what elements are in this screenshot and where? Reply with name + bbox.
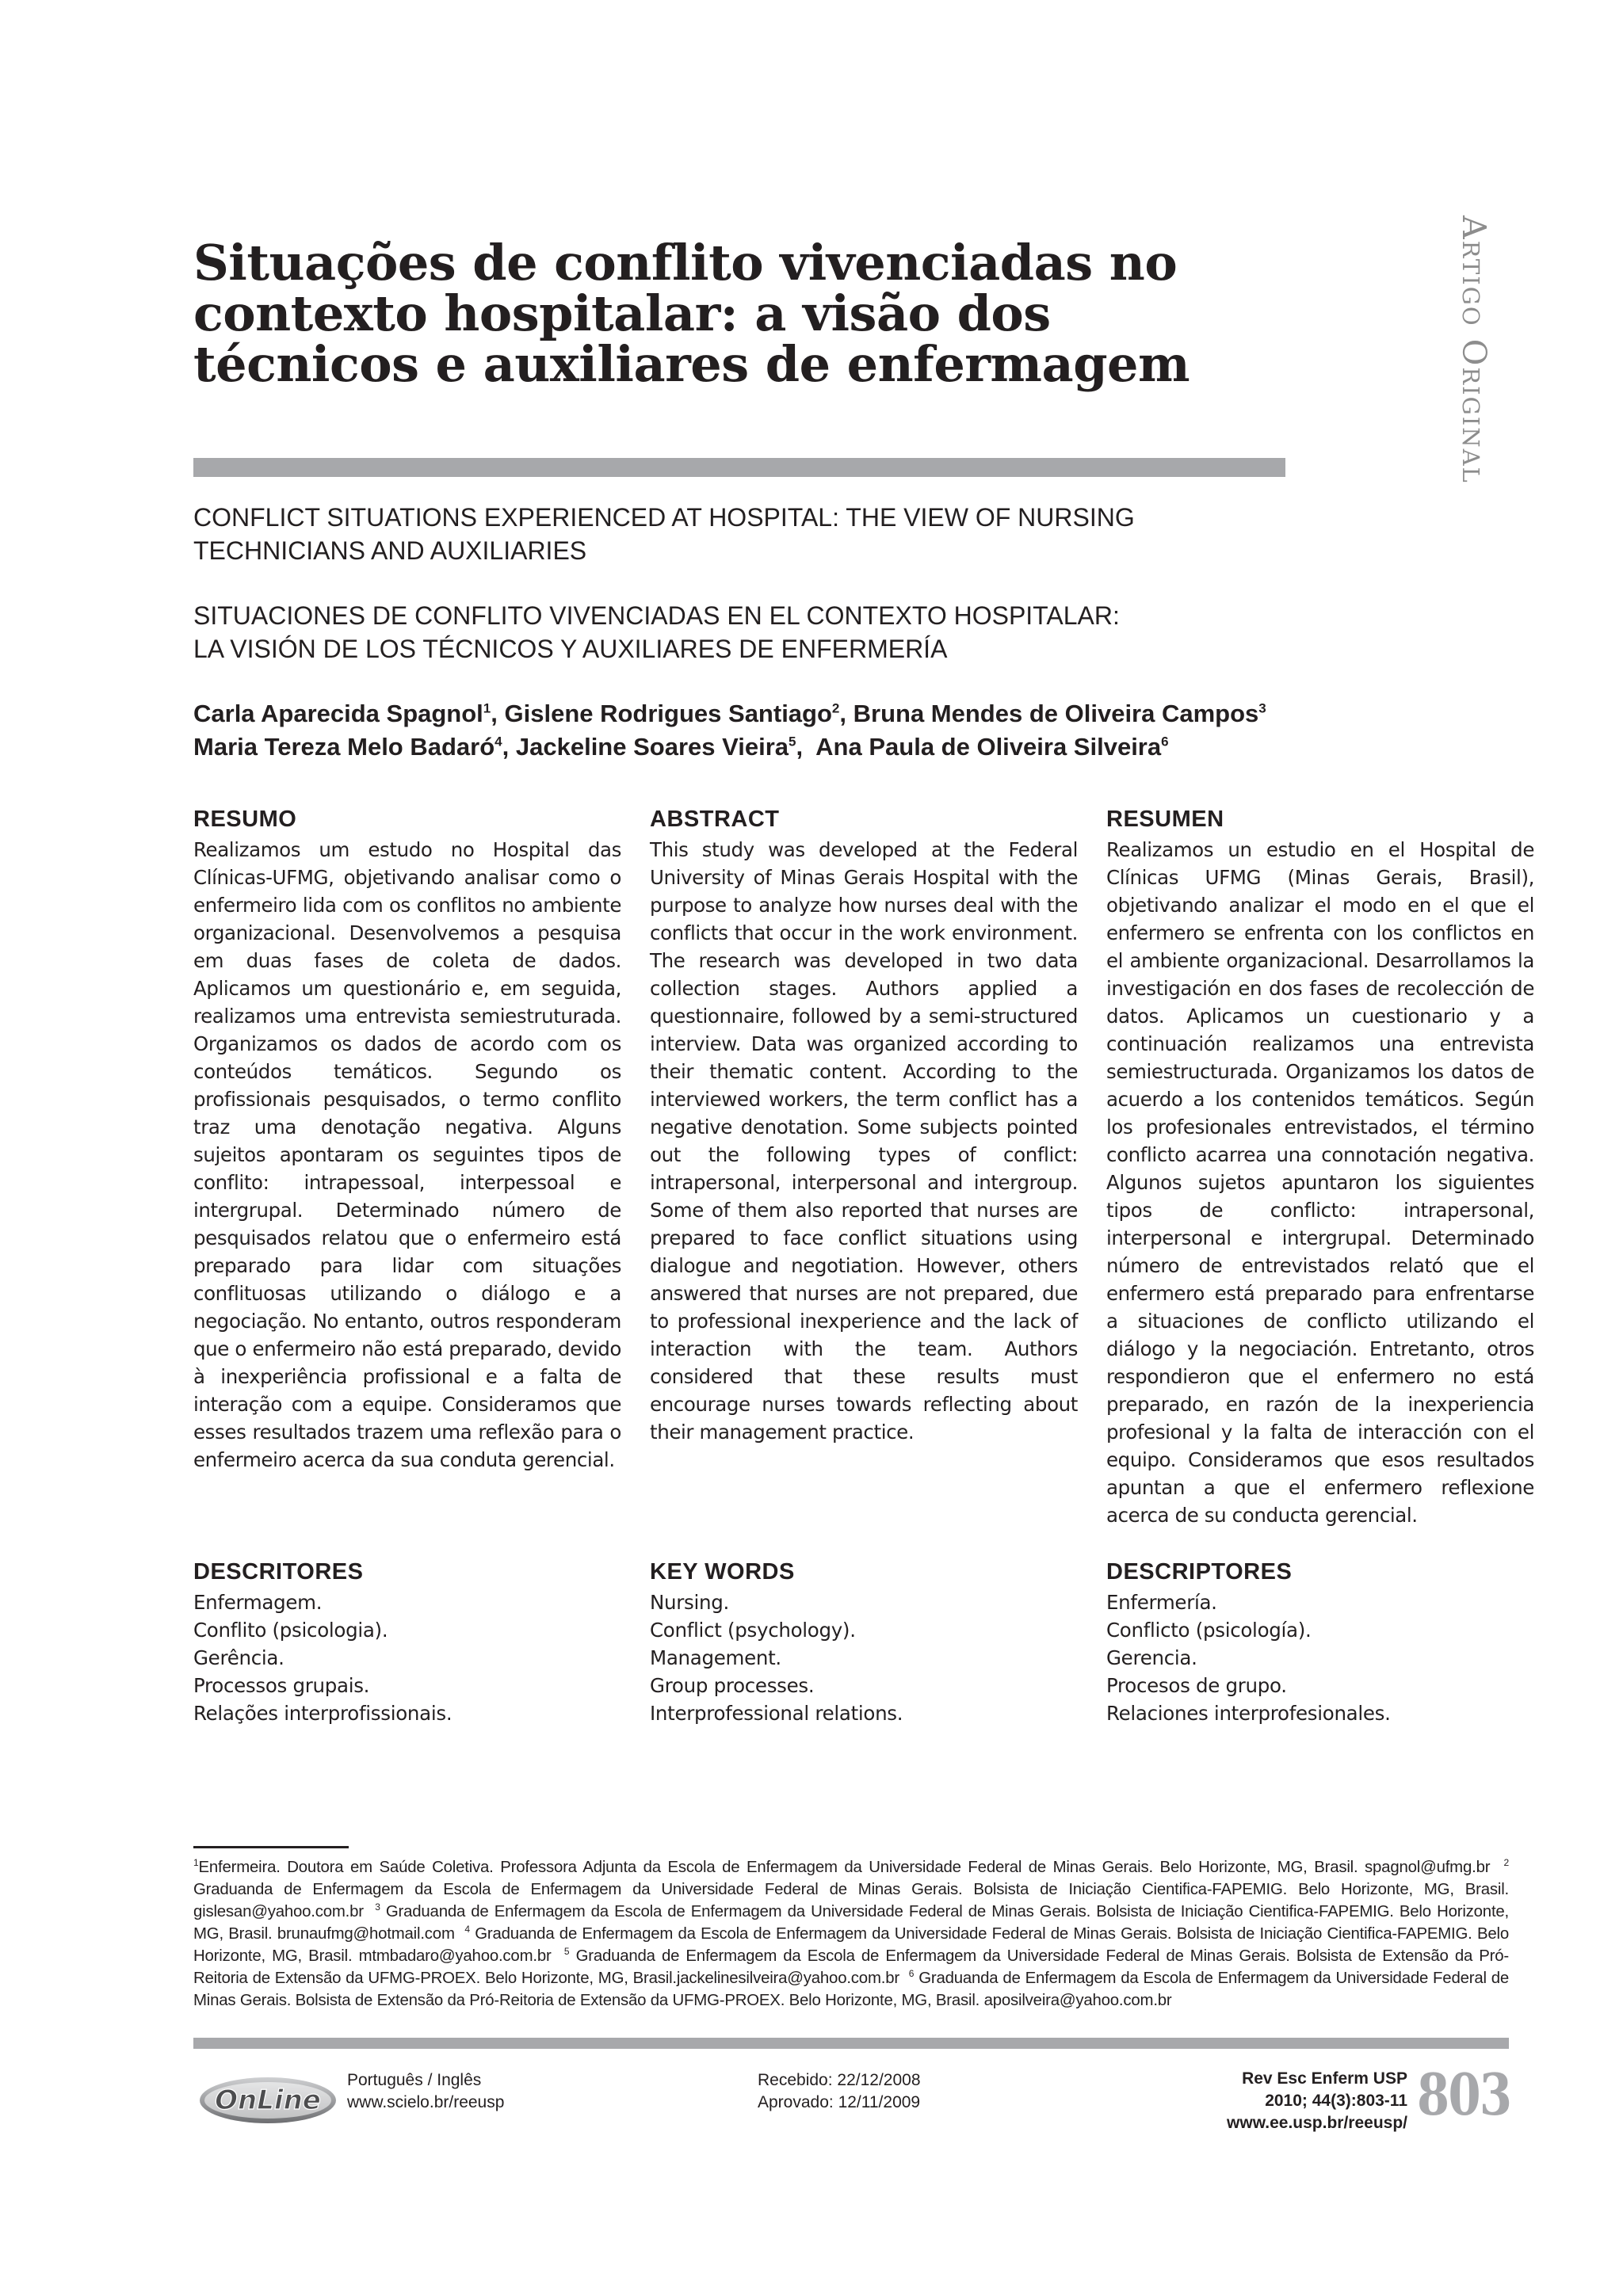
subtitle-line: LA VISIÓN DE LOS TÉCNICOS Y AUXILIARES DE ENFERMERÍA (193, 635, 948, 663)
author-affiliation-marker: 6 (1161, 734, 1169, 749)
footnote-separator (193, 1846, 349, 1848)
keywords-english (650, 1558, 1078, 1727)
abstract-spanish (1106, 805, 1534, 1529)
online-logo (198, 2071, 338, 2126)
keyword-item: Relaciones interprofesionales. (1106, 1702, 1391, 1725)
keywords-heading: KEY WORDS (650, 1559, 795, 1585)
author-name: Gislene Rodrigues Santiago (504, 700, 832, 727)
footnote-text: Enfermeira. Doutora em Saúde Coletiva. Professora Adjunta da Escola de Enfermagem da Universidade Federal de Minas Gerais. Belo Horizonte, MG, Brasil. spagnol@ufmg.br (198, 1859, 1491, 1876)
title-line: contexto hospitalar: a visão dos (193, 284, 1051, 342)
article-title (193, 234, 1303, 393)
footnote-marker: 2 (1503, 1857, 1509, 1869)
journal-volume: 2010; 44(3):803-11 (1265, 2092, 1407, 2110)
abstract-english (650, 805, 1078, 1446)
abstract-heading: RESUMO (193, 807, 297, 832)
journal-url[interactable]: www.ee.usp.br/reeusp/ (1227, 2114, 1407, 2132)
journal-name: Rev Esc Enferm USP (1242, 2069, 1407, 2088)
abstract-portuguese (193, 805, 621, 1474)
keyword-item: Conflito (psicologia). (193, 1619, 388, 1642)
title-english (193, 501, 1327, 567)
footnote-text: Graduanda de Enfermagem da Escola de Enfermagem da Universidade Federal de Minas Gerais. Bolsista de Iniciação Cientifica-FAPEMIG. Belo Horizonte, MG, Brasil. brunaufmg@hotmail.com (193, 1903, 1510, 1943)
footer-divider (193, 2038, 1509, 2049)
author-affiliation-marker: 4 (495, 734, 502, 749)
author-affiliation-marker: 3 (1258, 700, 1266, 716)
abstract-text: Realizamos un estudio en el Hospital de Clínicas UFMG (Minas Gerais, Brasil), objetivando analizar el modo en el que el enfermero se enfrenta con los conflictos en el ambiente organizacional. Desarrollamos la investigación en dos fases de recolección de datos. Aplicamos un cuestionario y a continuación realizamos una entrevista semiestructurada. Organizamos los datos de acuerdo a los contenidos temáticos. Según los profesionales entrevistados, el término conflicto acarrea una connotación negativa. Algunos sujetos apuntaron los siguientes tipos de conflicto: intrapersonal, interpersonal e intergrupal. Determinado número de entrevistados relató que el enfermero está preparado para enfrentarse a situaciones de conflicto utilizando el diálogo y la negociación. Entretanto, otros respondieron que el enfermero no está preparado, en razón de la inexperiencia profesional y la falta de interacción con el equipo. Consideramos que esos resultados apuntan a que el enfermero reflexione acerca de su conducta gerencial. (1106, 838, 1534, 1527)
keyword-item: Conflict (psychology). (650, 1619, 856, 1642)
journal-citation (1227, 2068, 1407, 2134)
footer-language: Português / Inglês (347, 2071, 482, 2089)
footnote-text: Graduanda de Enfermagem da Escola de Enfermagem da Universidade Federal de Minas Gerais. Bolsista de Iniciação Cientifica-FAPEMIG. Belo Horizonte, MG, Brasil. gislesan@yahoo.com.br (193, 1881, 1509, 1920)
footnote-marker: 6 (908, 1968, 915, 1980)
abstract-text: Realizamos um estudo no Hospital das Clínicas-UFMG, objetivando analisar como o enfermeiro lida com os conflitos no ambiente organizacional. Desenvolvemos a pesquisa em duas fases de coleta de dados. Aplicamos um questionário e, em seguida, realizamos uma entrevista semiestruturada. Organizamos os dados de acordo com os conteúdos temáticos. Segundo os profissionais pesquisados, o termo conflito traz uma denotação negativa. Alguns sujeitos apontaram os seguintes tipos de conflito: intrapessoal, interpessoal e intergrupal. Determinado número de pesquisados relatou que o enfermeiro está preparado para lidar com situações conflituosas utilizando o diálogo e a negociação. No entanto, outros responderam que o enfermeiro não está preparado, devido à inexperiência profissional e a falta de interação com a equipe. Consideramos que esses resultados trazem uma reflexão para o enfermeiro acerca da sua conduta gerencial. (193, 838, 621, 1471)
author-affiliation-marker: 5 (789, 734, 796, 749)
keywords-heading: DESCRITORES (193, 1559, 364, 1585)
keyword-item: Gerência. (193, 1646, 285, 1669)
subtitle-line: CONFLICT SITUATIONS EXPERIENCED AT HOSPITAL: THE VIEW OF NURSING (193, 503, 1135, 532)
subtitle-line: TECHNICIANS AND AUXILIARIES (193, 536, 587, 565)
abstract-heading: RESUMEN (1106, 807, 1224, 832)
author-name: Ana Paula de Oliveira Silveira (815, 733, 1162, 761)
subtitle-line: SITUACIONES DE CONFLITO VIVENCIADAS EN EL CONTEXTO HOSPITALAR: (193, 601, 1120, 630)
keyword-list (193, 1589, 621, 1727)
keyword-item: Relações interprofissionais. (193, 1702, 453, 1725)
keyword-list (1106, 1589, 1534, 1727)
footnote-marker: 5 (563, 1946, 570, 1958)
keywords-spanish (1106, 1558, 1534, 1727)
title-line: técnicos e auxiliares de enfermagem (193, 335, 1190, 393)
footer-site-link[interactable]: www.scielo.br/reeusp (347, 2093, 505, 2111)
received-date: Recebido: 22/12/2008 (758, 2071, 921, 2089)
footnote-text: Graduanda de Enfermagem da Escola de Enfermagem da Universidade Federal de Minas Gerais. Bolsista de Extensão da Pró-Reitoria de Extensão da UFMG-PROEX. Belo Horizonte, MG, Brasil.jackelinesilveira@yahoo.com.br (193, 1947, 1510, 1987)
title-line: Situações de conflito vivenciadas no (193, 234, 1178, 292)
footnote-marker: 3 (375, 1901, 380, 1913)
keyword-item: Processos grupais. (193, 1674, 370, 1697)
page-number: 803 (1417, 2061, 1511, 2128)
keyword-item: Procesos de grupo. (1106, 1674, 1287, 1697)
author-list (193, 697, 1430, 764)
logo-text: OnLine (215, 2084, 321, 2116)
keyword-item: Management. (650, 1646, 781, 1669)
keyword-item: Gerencia. (1106, 1646, 1197, 1669)
keyword-item: Enfermagem. (193, 1591, 323, 1614)
keyword-item: Enfermería. (1106, 1591, 1217, 1614)
author-line: Carla Aparecida Spagnol$^1$, Gislene Rodrigues Santiago$^2$, Bruna Mendes de Oliveira Campos$^3$ (193, 700, 1266, 727)
approved-date: Aprovado: 12/11/2009 (758, 2093, 921, 2111)
keyword-item: Interprofessional relations. (650, 1702, 903, 1725)
author-name: Jackeline Soares Vieira (515, 733, 789, 761)
footnote-marker: 1 (193, 1857, 199, 1869)
author-name: Carla Aparecida Spagnol (193, 700, 483, 727)
abstract-text: This study was developed at the Federal University of Minas Gerais Hospital with the purpose to analyze how nurses deal with the conflicts that occur in the work environment. The research was developed in two data collection stages. Authors applied a questionnaire, followed by a semi-structured interview. Data was organized according to their thematic content. According to the interviewed workers, the term conflict has a negative denotation. Some subjects pointed out the following types of conflict: intrapersonal, interpersonal and intergroup. Some of them also reported that nurses are prepared to face conflict situations using dialogue and negotiation. However, others answered that nurses are not prepared, due to professional inexperience and the lack of interaction with the team. Authors considered that these results must encourage nurses towards reflecting about their management practice. (650, 838, 1078, 1444)
keyword-item: Nursing. (650, 1591, 729, 1614)
author-affiliation-marker: 1 (483, 700, 491, 716)
author-affiliation-marker: 2 (831, 700, 840, 716)
keywords-portuguese (193, 1558, 621, 1727)
author-line: Maria Tereza Melo Badaró$^4$, Jackeline Soares Vieira$^5$, Ana Paula de Oliveira Silveira$^6$ (193, 733, 1169, 761)
footnote-text: Graduanda de Enfermagem da Escola de Enfermagem da Universidade Federal de Minas Gerais. Bolsista de Extensão da Pró-Reitoria de Extensão da UFMG-PROEX. Belo Horizonte, MG, Brasil. aposilveira@yahoo.com.br (193, 1970, 1509, 2009)
article-type-label: Artigo Original (1455, 215, 1493, 484)
abstract-heading: ABSTRACT (650, 807, 780, 832)
footer-dates (758, 2069, 921, 2114)
affiliation-footnotes (193, 1856, 1509, 2012)
title-spanish (193, 599, 1327, 666)
footer-language-info (347, 2069, 504, 2114)
author-name: Bruna Mendes de Oliveira Campos (853, 700, 1259, 727)
keyword-item: Group processes. (650, 1674, 815, 1697)
author-name: Maria Tereza Melo Badaró (193, 733, 495, 761)
title-divider (193, 458, 1285, 477)
keyword-item: Conflicto (psicología). (1106, 1619, 1312, 1642)
keyword-list (650, 1589, 1078, 1727)
footnote-text: Graduanda de Enfermagem da Escola de Enfermagem da Universidade Federal de Minas Gerais. Bolsista de Iniciação Cientifica-FAPEMIG. Belo Horizonte, MG, Brasil. mtmbadaro@yahoo.com.br (193, 1925, 1509, 1965)
footnote-marker: 4 (464, 1924, 470, 1936)
keywords-heading: DESCRIPTORES (1106, 1559, 1293, 1585)
